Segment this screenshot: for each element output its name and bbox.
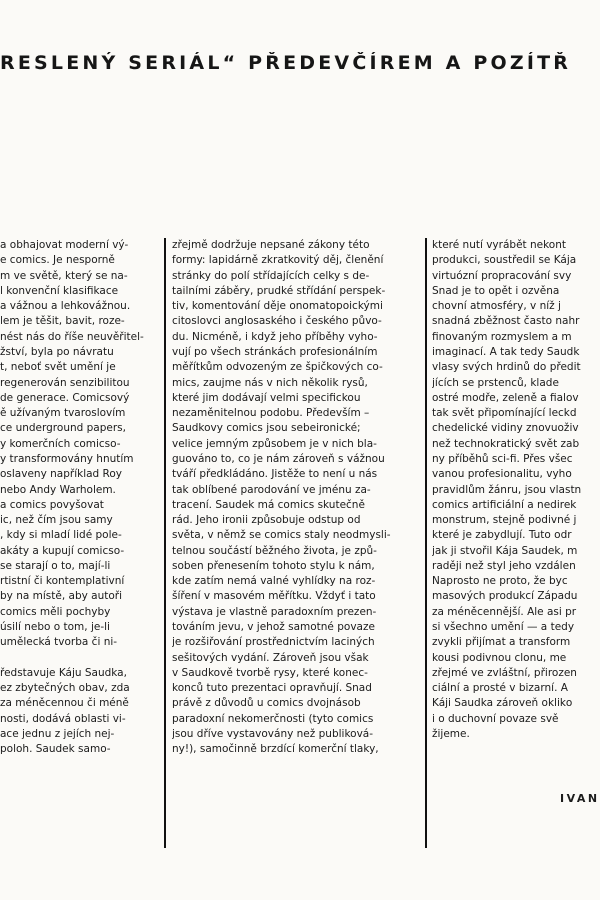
text-column-1: a obhajovat moderní vý- e comics. Je nesporně m ve světě, který se na- l konvenční klasifikace a vážnou a lehkovážnou. lem je těšit, bavit, roze- nést nás do říše neuvěřitel- žství, byla po návratu t, neboť svět umění je regenerován senzibilitou de generace. Comicsový ě užívaným tvaroslovím ce underground papers, y komerčních comicso- y transformovány hnutím oslaveny například Roy nebo Andy Warholem. a comics povyšovat ic, než čím jsou samy , kdy si mladí lidé pole- akáty a kupují comicso- se starají o to, mají-li rtistní či kontemplativní by na místě, aby autoři comics měli pochyby úsilí nebo o tom, je-li umělecká tvorba či ni- ředstavuje Káju Saudka, ez zbytečných obav, zda za méněcennou či méně nosti, dodává oblasti vi- ace jednu z jejích nej- poloh. Saudek samo-	[0, 239, 144, 756]
text-column-3: které nutí vyrábět nekont produkci, soustředil se Kája virtuózní propracování svy Snad je to opět i ozvěna chovní atmosféry, v níž j snadná zběžnost často nahr finovaným rozmyslem a m imaginací. A tak tedy Saudk vlasy svých hrdinů do předit jících se prstenců, klade ostré modře, zeleně a fialov tak svět připomínající leckd chedelické vidiny znovuoživ než technokratický svět zab ny příběhů sci-fi. Přes všec vanou profesionalitu, vyho pravidlům žánru, jsou vlastn comics artificiální a nedirek monstrum, stejně podivné j které je zabydlují. Tuto odr jak ji stvořil Kája Saudek, m raději než styl jeho vzdálen Naprosto ne proto, že byc masových produkcí Západu za méněcennější. Ale asi pr si všechno umění — a tedy zvykli přijímat a transform kousi podivnou clonu, me zřejmé ve zvláštní, přirozen ciální a prosté v bizarní. A Káji Saudka zároveň oklikо i o duchovní povaze svě žijeme.	[432, 239, 582, 740]
author-signature: IVAN	[560, 792, 600, 805]
column-divider	[164, 238, 166, 848]
column-divider	[425, 238, 427, 848]
article-title: RESLENÝ SERIÁL“ PŘEDEVČÍREM A POZÍTŘ	[0, 52, 572, 74]
text-column-2: zřejmě dodržuje nepsané zákony této formy: lapidárně zkratkovitý děj, členění stránky do polí střídajících celky s de- tailními záběry, prudké střídání perspek- tiv, komentování děje onomatopoickými citoslovci anglosaského i českého půvo- du. Nicméně, i když jeho příběhy vyho- vují po všech stránkách profesionálním měřítkům odvozeným ze špičkových co- mics, zaujme nás v nich několik rysů, které jim dodávají velmi specifickou nezaměnitelnou podobu. Především – Saudkovy comics jsou sebeironické; velice jemným způsobem je v nich bla- guováno to, co je nám zároveň s vážnou tváří předkládáno. Jistěže to není u nás tak oblíbené parodování ve jménu za- tracení. Saudek má comics skutečně rád. Jeho ironii způsobuje odstup od světa, v němž se comics staly neodmysli- telnou součástí běžného života, je způ- soben přenesením tohoto stylu k nám, kde zatím nemá valné vyhlídky na roz- šíření v masovém měřítku. Vždyť i tato výstava je vlastně paradoxním prezen- továním jevu, v jehož samotné povaze je rozšiřování prostřednictvím laciných sešitových vydání. Zároveň jsou však v Saudkově tvorbě rysy, které konec- konců tuto prezentaci opravňují. Snad právě z důvodů u comics dvojnásob paradoxní nekomerčnosti (tyto comics jsou dříve vystavovány než publiková- ny!), samočinně brzdící komerční tlaky,	[172, 239, 391, 756]
